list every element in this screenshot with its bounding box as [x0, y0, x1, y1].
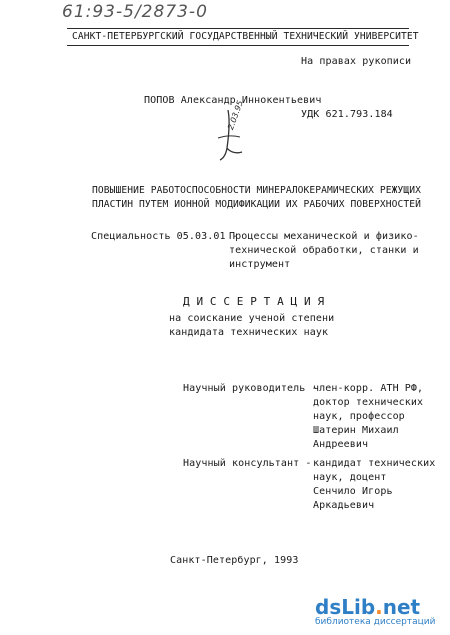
city-year: Санкт-Петербург, 1993: [170, 555, 299, 566]
consultant-line-4: Аркадьевич: [313, 500, 375, 511]
top-rule: [67, 28, 409, 29]
consultant-line-1: кандидат технических: [313, 458, 436, 469]
title-line-2: ПЛАСТИН ПУТЕМ ИОННОЙ МОДИФИКАЦИИ ИХ РАБОЧИХ ПОВЕРХНОСТЕЙ: [92, 199, 422, 210]
degree-line-1: на соискание ученой степени: [169, 313, 335, 324]
watermark-logo-main: dsLib: [315, 595, 376, 619]
specialty-line-1: Процессы механической и физико-: [229, 231, 419, 242]
bottom-rule: [67, 45, 409, 46]
supervisor-line-5: Андреевич: [313, 439, 369, 450]
specialty-line-2: технической обработки, станки и: [229, 245, 419, 256]
degree-line-2: кандидата технических наук: [169, 327, 329, 338]
consultant-label: Научный консультант -: [183, 458, 312, 469]
title-line-1: ПОВЫШЕНИЕ РАБОТОСПОСОБНОСТИ МИНЕРАЛОКЕРАМИЧЕСКИХ РЕЖУЩИХ: [92, 185, 422, 196]
consultant-line-2: наук, доцент: [313, 472, 387, 483]
watermark-tagline: библиотека диссертаций: [315, 617, 436, 627]
dissertation-heading: Д И С С Е Р Т А Ц И Я: [183, 295, 325, 308]
university-name: САНКТ-ПЕТЕРБУРГСКИЙ ГОСУДАРСТВЕННЫЙ ТЕХНИЧЕСКИЙ УНИВЕРСИТЕТ: [72, 31, 419, 42]
dslib-watermark[interactable]: [315, 595, 440, 629]
supervisor-line-2: доктор технических: [313, 397, 424, 408]
signature-date: 2.03.95: [226, 99, 245, 132]
watermark-logo: [315, 595, 420, 619]
watermark-logo-dot: .: [375, 595, 383, 619]
supervisor-line-1: член-корр. АТН РФ,: [313, 383, 424, 394]
watermark-logo-tld: net: [382, 595, 421, 619]
supervisor-line-4: Шатерин Михаил: [313, 425, 399, 436]
rights-note: На правах рукописи: [301, 56, 412, 67]
specialty-label: Специальность 05.03.01 -: [91, 231, 238, 242]
supervisor-label: Научный руководитель -: [183, 383, 318, 394]
supervisor-line-3: наук, профессор: [313, 411, 405, 422]
udk-code: УДК 621.793.184: [301, 109, 393, 120]
specialty-line-3: инструмент: [229, 259, 291, 270]
consultant-line-3: Сенчило Игорь: [313, 486, 393, 497]
handwritten-catalog-code: 61:93-5/2873-0: [62, 2, 208, 22]
author-name: ПОПОВ Александр Иннокентьевич: [144, 95, 322, 106]
